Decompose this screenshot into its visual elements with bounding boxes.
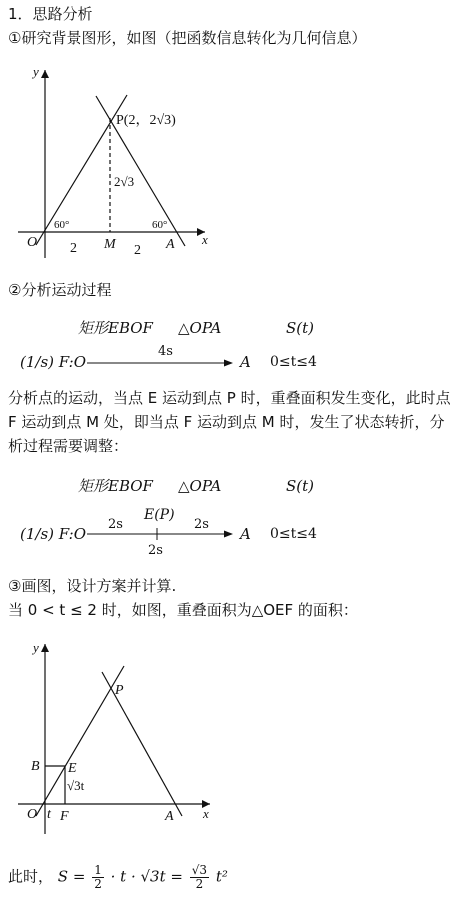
- table1-speed: (1/s) F:O: [20, 353, 86, 371]
- table1-time: 4s: [158, 344, 173, 359]
- t-label: t: [47, 807, 51, 822]
- angle-left-label: 60°: [54, 219, 70, 231]
- table1-arrow: [85, 358, 235, 368]
- line-pa-2: [102, 672, 182, 816]
- table2-time-right: 2s: [194, 517, 209, 532]
- fraction-root3-half: [190, 864, 209, 891]
- fraction-half: [92, 864, 104, 891]
- fraction-root3-numerator: √3: [191, 863, 208, 877]
- point-f-label: F: [60, 809, 69, 824]
- table1-end: A: [240, 353, 251, 371]
- formula-rhs: t²: [215, 867, 228, 886]
- fraction-half-numerator: 1: [94, 863, 102, 877]
- table1-col1: 矩形EBOF: [78, 319, 153, 337]
- point-a-label: A: [166, 237, 175, 252]
- segment-om-label: 2: [70, 241, 77, 256]
- formula-line: [8, 864, 228, 891]
- formula-lhs: S =: [57, 867, 86, 886]
- y-arrow: [41, 70, 49, 78]
- point-b-label: B: [31, 759, 40, 774]
- point-p-label: P(2，2√3): [116, 113, 176, 128]
- step-1-text: ①研究背景图形，如图（把函数信息转化为几何信息）: [8, 29, 367, 47]
- formula-middle: · t · √3t =: [110, 867, 183, 886]
- point-e-label: E: [68, 761, 77, 776]
- step-2-text: ②分析运动过程: [8, 281, 112, 299]
- segment-ma-label: 2: [134, 243, 141, 258]
- table2-col3: S(t): [286, 477, 315, 495]
- figure-2: [0, 636, 457, 836]
- height-label: 2√3: [114, 174, 135, 189]
- table1-col3: S(t): [286, 319, 315, 337]
- table2-arrow: [85, 526, 235, 542]
- y-arrow-2: [41, 644, 49, 652]
- x-axis-label: x: [202, 232, 208, 247]
- case-1-text: 当 0 < t ≤ 2 时，如图，重叠面积为△OEF 的面积：: [8, 601, 358, 619]
- table2-col2: △OPA: [178, 477, 222, 495]
- origin-label: O: [27, 235, 38, 250]
- table2-range: 0≤t≤4: [270, 526, 317, 542]
- step-3-text: ③画图，设计方案并计算.: [8, 577, 177, 595]
- x-axis-label-2: x: [203, 806, 209, 821]
- origin-label-2: O: [27, 807, 38, 822]
- ef-length-label: √3t: [67, 778, 85, 793]
- table2-time-left: 2s: [108, 517, 123, 532]
- fraction-root3-denominator: 2: [195, 877, 204, 891]
- section-heading: 1．思路分析: [8, 5, 93, 23]
- table2-mid-label: E(P): [144, 507, 175, 523]
- point-a-label-2: A: [165, 809, 174, 824]
- table2-time-below: 2s: [148, 543, 163, 558]
- table2-speed: (1/s) F:O: [20, 525, 86, 543]
- table2-end: A: [240, 525, 251, 543]
- table2-col1: 矩形EBOF: [78, 477, 153, 495]
- analysis-paragraph: 分析点的运动，当点 E 运动到点 P 时，重叠面积发生变化，此时点 F 运动到点 M 处，即当点 F 运动到点 M 时，发生了状态转折，分析过程需要调整：: [8, 389, 451, 455]
- table1-range: 0≤t≤4: [270, 354, 317, 370]
- y-axis-label: y: [33, 64, 39, 79]
- table1-col2: △OPA: [178, 319, 222, 337]
- y-axis-label-2: y: [33, 640, 39, 655]
- figure-1: [0, 60, 457, 270]
- line-op: [36, 95, 127, 245]
- angle-right-label: 60°: [152, 219, 168, 231]
- point-p-label-2: P: [115, 683, 124, 698]
- fraction-half-denominator: 2: [94, 877, 102, 891]
- formula-prefix: 此时，: [8, 867, 54, 886]
- point-m-label: M: [104, 237, 116, 252]
